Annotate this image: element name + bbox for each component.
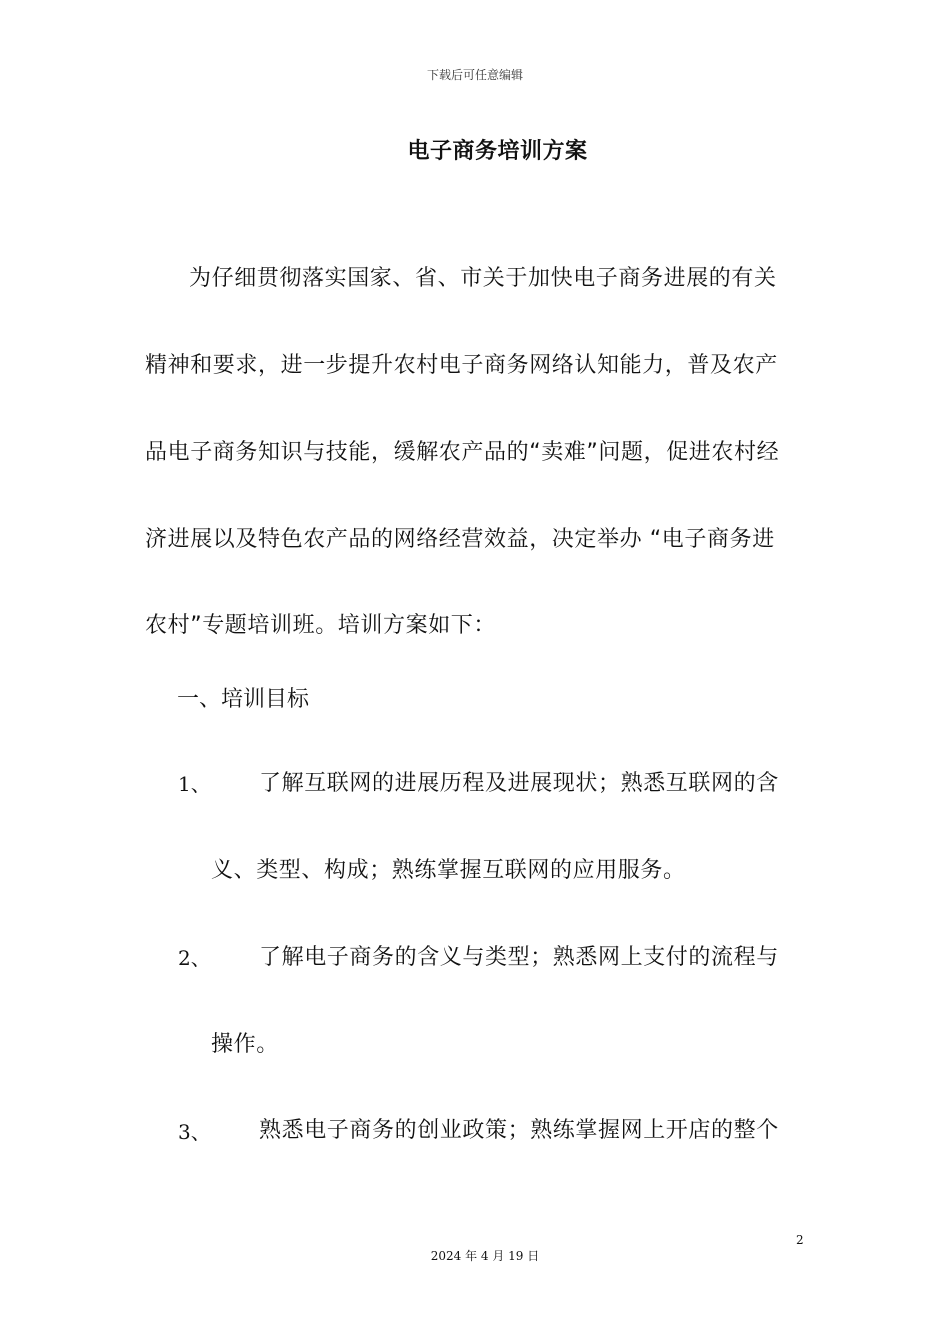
paragraph-line: 济进展以及特色农产品的网络经营效益，决定举办 “电子商务进 — [145, 527, 775, 552]
item-number: 3、 — [178, 1120, 211, 1144]
item-line: 熟悉电子商务的创业政策；熟练掌握网上开店的整个 — [259, 1118, 779, 1143]
item-line: 操作。 — [211, 1032, 279, 1057]
item-line: 了解互联网的进展历程及进展现状；熟悉互联网的含 — [259, 771, 779, 796]
paragraph-line: 为仔细贯彻落实国家、省、市关于加快电子商务进展的有关 — [189, 266, 777, 291]
item-number: 1、 — [178, 772, 211, 796]
header-note: 下载后可任意编辑 — [426, 68, 523, 82]
item-line: 义、类型、构成；熟练掌握互联网的应用服务。 — [211, 858, 686, 883]
document-title: 电子商务培训方案 — [407, 139, 588, 164]
item-line: 了解电子商务的含义与类型；熟悉网上支付的流程与 — [259, 945, 779, 970]
section-heading: 一、培训目标 — [177, 687, 310, 712]
page-number: 2 — [796, 1233, 804, 1247]
paragraph-line: 品电子商务知识与技能，缓解农产品的“卖难”问题，促进农村经 — [145, 440, 780, 465]
footer-date: 2024 年 4 月 19 日 — [430, 1249, 540, 1263]
item-number: 2、 — [178, 946, 211, 970]
paragraph-line: 精神和要求，进一步提升农村电子商务网络认知能力，普及农产 — [145, 353, 778, 378]
paragraph-line: 农村”专题培训班。培训方案如下： — [145, 613, 496, 638]
